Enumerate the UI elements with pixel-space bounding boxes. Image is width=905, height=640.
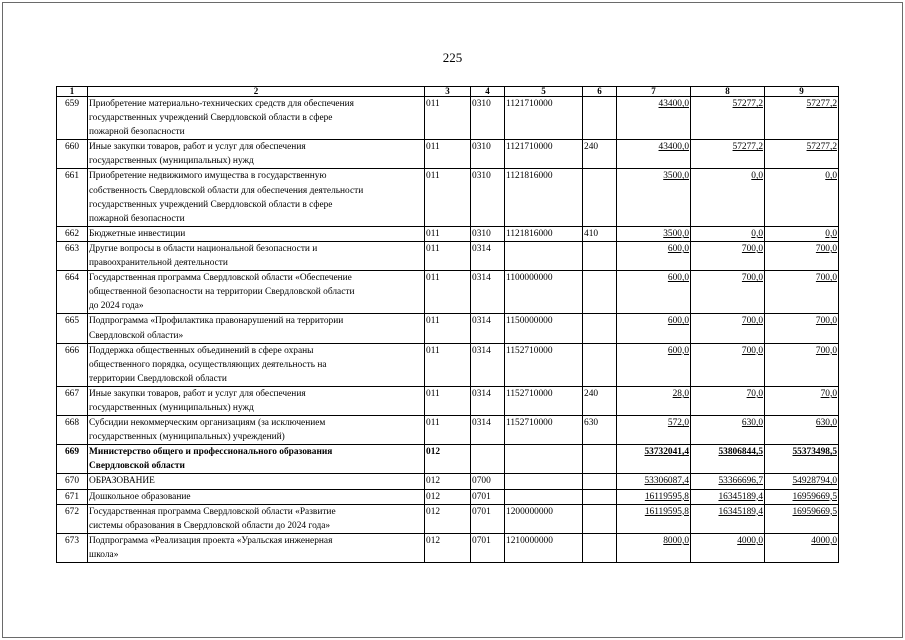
- table-row: [57, 343, 839, 386]
- row-name-line: пожарной безопасности: [89, 213, 185, 224]
- row-name-line: Дошкольное образование: [89, 491, 191, 502]
- row-name: [88, 241, 425, 270]
- section-code: 0314: [471, 386, 505, 415]
- expense-type-code: 410: [583, 226, 617, 241]
- row-name-line: государственных учреждений Свердловской области в сфере: [89, 199, 333, 210]
- expense-type-code: [583, 343, 617, 386]
- ministry-code: 011: [425, 416, 471, 445]
- amount-year-3: 54928794,0: [765, 474, 839, 489]
- col-header-2: 2: [88, 87, 425, 97]
- row-name-line: государственных (муниципальных) учреждений): [89, 432, 285, 443]
- col-header-4: 4: [471, 87, 505, 97]
- row-name-line: пожарной безопасности: [89, 127, 185, 138]
- target-article-code: [505, 474, 583, 489]
- target-article-code: 1152710000: [505, 416, 583, 445]
- section-code: 0310: [471, 140, 505, 169]
- amount-year-3: 0,0: [765, 226, 839, 241]
- section-code: 0701: [471, 504, 505, 533]
- section-code: [471, 445, 505, 474]
- row-name: [88, 489, 425, 504]
- expense-type-code: 240: [583, 140, 617, 169]
- row-name-line: школа»: [89, 549, 119, 560]
- row-name-line: правоохранительной деятельности: [89, 258, 228, 269]
- section-code: 0314: [471, 271, 505, 314]
- target-article-code: 1152710000: [505, 343, 583, 386]
- table-row: [57, 271, 839, 314]
- amount-year-2: 70,0: [691, 386, 765, 415]
- row-name-line: государственных учреждений Свердловской области в сфере: [89, 113, 333, 124]
- target-article-code: 1152710000: [505, 386, 583, 415]
- amount-year-1: 53732041,4: [617, 445, 691, 474]
- section-code: 0314: [471, 343, 505, 386]
- amount-year-2: 57277,2: [691, 97, 765, 140]
- row-name: [88, 314, 425, 343]
- amount-year-2: 0,0: [691, 226, 765, 241]
- target-article-code: 1121816000: [505, 226, 583, 241]
- amount-year-1: 3500,0: [617, 169, 691, 226]
- target-article-code: [505, 489, 583, 504]
- table-row: [57, 241, 839, 270]
- expense-type-code: [583, 97, 617, 140]
- row-name: [88, 226, 425, 241]
- ministry-code: 011: [425, 386, 471, 415]
- section-code: 0310: [471, 169, 505, 226]
- amount-year-1: 43400,0: [617, 97, 691, 140]
- section-code: 0701: [471, 533, 505, 562]
- row-name: [88, 343, 425, 386]
- expense-type-code: [583, 504, 617, 533]
- ministry-code: 011: [425, 343, 471, 386]
- col-header-3: 3: [425, 87, 471, 97]
- row-name-line: государственных (муниципальных) нужд: [89, 156, 254, 167]
- row-number: 665: [57, 314, 88, 343]
- target-article-code: [505, 241, 583, 270]
- amount-year-3: 57277,2: [765, 140, 839, 169]
- row-number: 661: [57, 169, 88, 226]
- row-name-line: Иные закупки товаров, работ и услуг для обеспечения: [89, 388, 306, 399]
- ministry-code: 011: [425, 314, 471, 343]
- row-name-line: Государственная программа Свердловской области «Развитие: [89, 506, 336, 517]
- table-row: [57, 140, 839, 169]
- row-name: [88, 445, 425, 474]
- row-name-line: Свердловской области: [89, 461, 185, 472]
- amount-year-1: 600,0: [617, 343, 691, 386]
- ministry-code: 011: [425, 241, 471, 270]
- row-name-line: Министерство общего и профессионального образования: [89, 447, 333, 458]
- amount-year-1: 28,0: [617, 386, 691, 415]
- amount-year-1: 16119595,8: [617, 504, 691, 533]
- table-row: [57, 97, 839, 140]
- row-name-line: системы образования в Свердловской области до 2024 года»: [89, 520, 331, 531]
- col-header-8: 8: [691, 87, 765, 97]
- table-row: [57, 445, 839, 474]
- ministry-code: 011: [425, 271, 471, 314]
- budget-table: [56, 86, 839, 563]
- row-name-line: Бюджетные инвестиции: [89, 228, 186, 239]
- ministry-code: 012: [425, 504, 471, 533]
- amount-year-1: 600,0: [617, 241, 691, 270]
- row-name: [88, 533, 425, 562]
- row-name-line: Государственная программа Свердловской области «Обеспечение: [89, 273, 352, 284]
- row-name-line: Приобретение материально-технических средств для обеспечения: [89, 99, 354, 109]
- amount-year-1: 16119595,8: [617, 489, 691, 504]
- row-name: [88, 416, 425, 445]
- expense-type-code: [583, 271, 617, 314]
- amount-year-2: 16345189,4: [691, 504, 765, 533]
- section-code: 0700: [471, 474, 505, 489]
- amount-year-3: 700,0: [765, 271, 839, 314]
- col-header-9: 9: [765, 87, 839, 97]
- row-name-line: территории Свердловской области: [89, 373, 227, 384]
- amount-year-2: 700,0: [691, 314, 765, 343]
- row-name-line: Подпрограмма «Профилактика правонарушений на территории: [89, 316, 344, 327]
- row-number: 663: [57, 241, 88, 270]
- amount-year-2: 4000,0: [691, 533, 765, 562]
- amount-year-2: 700,0: [691, 241, 765, 270]
- amount-year-3: 16959669,5: [765, 489, 839, 504]
- amount-year-2: 700,0: [691, 271, 765, 314]
- expense-type-code: 630: [583, 416, 617, 445]
- amount-year-3: 4000,0: [765, 533, 839, 562]
- section-code: 0310: [471, 226, 505, 241]
- row-name: [88, 169, 425, 226]
- table-row: [57, 533, 839, 562]
- row-name-line: общественного порядка, осуществляющих деятельность на: [89, 359, 327, 370]
- row-name-line: Поддержка общественных объединений в сфере охраны: [89, 345, 314, 356]
- target-article-code: 1121710000: [505, 97, 583, 140]
- ministry-code: 011: [425, 140, 471, 169]
- row-number: 672: [57, 504, 88, 533]
- target-article-code: 1210000000: [505, 533, 583, 562]
- ministry-code: 011: [425, 169, 471, 226]
- expense-type-code: 240: [583, 386, 617, 415]
- target-article-code: 1121710000: [505, 140, 583, 169]
- amount-year-3: 57277,2: [765, 97, 839, 140]
- row-number: 659: [57, 97, 88, 140]
- table-body: [57, 97, 839, 563]
- row-name: [88, 271, 425, 314]
- page-number: 225: [442, 50, 463, 65]
- table-row: [57, 416, 839, 445]
- amount-year-2: 53366696,7: [691, 474, 765, 489]
- col-header-6: 6: [583, 87, 617, 97]
- table-row: [57, 226, 839, 241]
- table-row: [57, 386, 839, 415]
- col-header-5: 5: [505, 87, 583, 97]
- row-name: [88, 474, 425, 489]
- row-name-line: ОБРАЗОВАНИЕ: [89, 476, 155, 487]
- row-name: [88, 386, 425, 415]
- row-number: 666: [57, 343, 88, 386]
- table-row: [57, 489, 839, 504]
- row-name-line: Приобретение недвижимого имущества в государственную: [89, 171, 327, 182]
- col-header-7: 7: [617, 87, 691, 97]
- row-number: 667: [57, 386, 88, 415]
- row-name-line: Свердловской области»: [89, 330, 184, 341]
- amount-year-2: 630,0: [691, 416, 765, 445]
- amount-year-1: 600,0: [617, 271, 691, 314]
- row-number: 670: [57, 474, 88, 489]
- target-article-code: 1100000000: [505, 271, 583, 314]
- amount-year-2: 0,0: [691, 169, 765, 226]
- section-code: 0310: [471, 97, 505, 140]
- ministry-code: 011: [425, 97, 471, 140]
- row-number: 673: [57, 533, 88, 562]
- amount-year-3: 0,0: [765, 169, 839, 226]
- expense-type-code: [583, 445, 617, 474]
- expense-type-code: [583, 314, 617, 343]
- row-number: 662: [57, 226, 88, 241]
- header-row: [57, 87, 839, 97]
- amount-year-3: 700,0: [765, 241, 839, 270]
- amount-year-1: 8000,0: [617, 533, 691, 562]
- row-number: 668: [57, 416, 88, 445]
- amount-year-2: 53806844,5: [691, 445, 765, 474]
- amount-year-3: 55373498,5: [765, 445, 839, 474]
- table-row: [57, 169, 839, 226]
- row-number: 660: [57, 140, 88, 169]
- target-article-code: 1150000000: [505, 314, 583, 343]
- amount-year-2: 57277,2: [691, 140, 765, 169]
- row-name: [88, 504, 425, 533]
- row-name: [88, 97, 425, 140]
- target-article-code: 1200000000: [505, 504, 583, 533]
- target-article-code: [505, 445, 583, 474]
- amount-year-1: 43400,0: [617, 140, 691, 169]
- table-row: [57, 314, 839, 343]
- amount-year-2: 700,0: [691, 343, 765, 386]
- row-number: 669: [57, 445, 88, 474]
- amount-year-2: 16345189,4: [691, 489, 765, 504]
- section-code: 0314: [471, 314, 505, 343]
- row-name-line: Иные закупки товаров, работ и услуг для обеспечения: [89, 142, 306, 153]
- amount-year-3: 16959669,5: [765, 504, 839, 533]
- amount-year-1: 600,0: [617, 314, 691, 343]
- amount-year-1: 53306087,4: [617, 474, 691, 489]
- ministry-code: 012: [425, 445, 471, 474]
- row-name-line: Субсидии некоммерческим организациям (за исключением: [89, 418, 326, 429]
- expense-type-code: [583, 241, 617, 270]
- row-name-line: государственных (муниципальных) нужд: [89, 402, 254, 413]
- section-code: 0314: [471, 241, 505, 270]
- amount-year-3: 70,0: [765, 386, 839, 415]
- ministry-code: 011: [425, 226, 471, 241]
- ministry-code: 012: [425, 533, 471, 562]
- col-header-1: 1: [57, 87, 88, 97]
- row-name-line: собственность Свердловской области для обеспечения деятельности: [89, 185, 364, 196]
- table-row: [57, 474, 839, 489]
- amount-year-3: 700,0: [765, 314, 839, 343]
- expense-type-code: [583, 489, 617, 504]
- row-name-line: Другие вопросы в области национальной безопасности и: [89, 243, 318, 254]
- row-number: 671: [57, 489, 88, 504]
- ministry-code: 012: [425, 474, 471, 489]
- section-code: 0314: [471, 416, 505, 445]
- row-name: [88, 140, 425, 169]
- row-name-line: общественной безопасности на территории Свердловской области: [89, 287, 355, 298]
- expense-type-code: [583, 533, 617, 562]
- row-name-line: Подпрограмма «Реализация проекта «Уральская инженерная: [89, 535, 333, 546]
- ministry-code: 012: [425, 489, 471, 504]
- target-article-code: 1121816000: [505, 169, 583, 226]
- section-code: 0701: [471, 489, 505, 504]
- row-number: 664: [57, 271, 88, 314]
- amount-year-1: 572,0: [617, 416, 691, 445]
- row-name-line: до 2024 года»: [89, 301, 144, 312]
- amount-year-3: 700,0: [765, 343, 839, 386]
- amount-year-3: 630,0: [765, 416, 839, 445]
- expense-type-code: [583, 169, 617, 226]
- amount-year-1: 3500,0: [617, 226, 691, 241]
- expense-type-code: [583, 474, 617, 489]
- table-row: [57, 504, 839, 533]
